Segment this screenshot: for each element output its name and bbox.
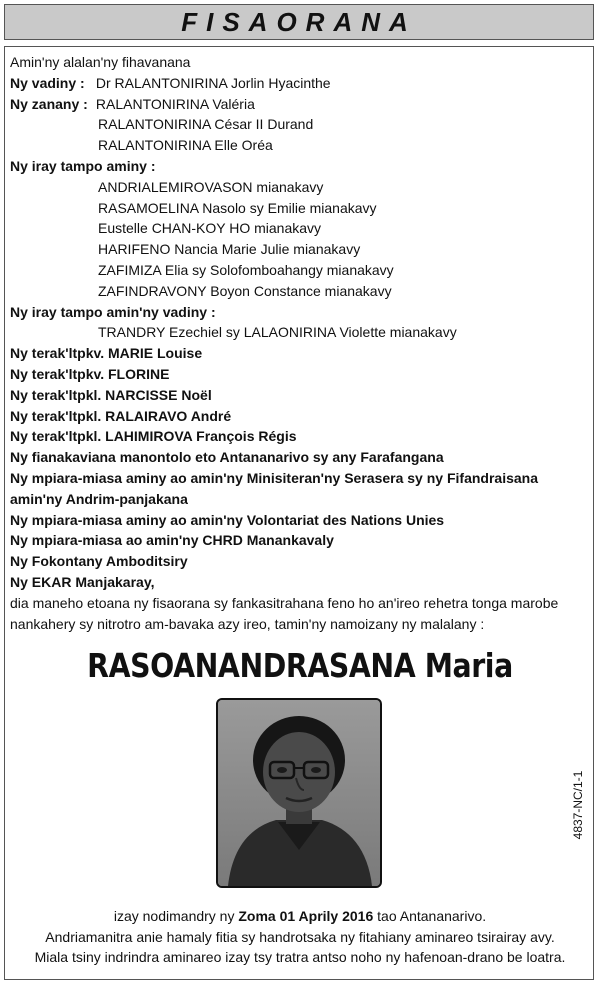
notice-body xyxy=(10,52,590,634)
family-line: Ny terak'ltpkv. FLORINE xyxy=(10,365,170,382)
tampo-name: HARIFENO Nancia Marie Julie mianakavy xyxy=(98,241,361,258)
family-line: Ny terak'ltpkl. RALAIRAVO André xyxy=(10,407,232,424)
footer-pre: izay nodimandry ny xyxy=(113,908,239,924)
family-line: Ny mpiara-miasa aminy ao amin'ny Volontariat des Nations Unies xyxy=(10,511,445,528)
deceased-name: RASOANANDRASANA Maria xyxy=(87,646,513,685)
footer-date: Zoma 01 Aprily 2016 xyxy=(238,908,374,924)
tampo-name: ANDRIALEMIROVASON mianakavy xyxy=(98,178,324,195)
vadiny-line xyxy=(10,73,590,94)
intro-line: Amin'ny alalan'ny fihavanana xyxy=(10,54,191,70)
family-line: Ny terak'ltpkl. NARCISSE Noël xyxy=(10,386,212,403)
vadiny-label: Ny vadiny : xyxy=(10,74,85,91)
zanany-name: RALANTONIRINA Valéria xyxy=(95,95,255,112)
zanany-label: Ny zanany : xyxy=(10,95,88,112)
tampo-name: ZAFINDRAVONY Boyon Constance mianakavy xyxy=(98,282,392,299)
zanany-line xyxy=(10,94,590,115)
family-line: Ny mpiara-miasa ao amin'ny CHRD Manankavaly xyxy=(10,532,334,549)
tampo-label: Ny iray tampo aminy : xyxy=(10,157,156,174)
portrait-illustration xyxy=(218,700,380,886)
vadiny-name: Dr RALANTONIRINA Jorlin Hyacinthe xyxy=(95,74,331,91)
family-line: Ny mpiara-miasa aminy ao amin'ny Minisiteran'ny Serasera sy ny Fifandraisana amin'ny Andrim-panjakana xyxy=(10,469,538,507)
zanany-name: RALANTONIRINA César II Durand xyxy=(98,116,314,133)
family-line: Ny fianakaviana manontolo eto Antananarivo sy any Farafangana xyxy=(10,449,444,466)
footer-post: tao Antananarivo. xyxy=(373,908,487,924)
family-line: Ny Fokontany Amboditsiry xyxy=(10,553,188,570)
footer-line-3: Miala tsiny indrindra aminareo izay tsy tratra antso noho ny hafenoan-drano be loatra. xyxy=(34,949,566,965)
header-banner xyxy=(4,4,594,40)
family-line: Ny terak'ltpkv. MARIE Louise xyxy=(10,345,203,362)
reference-code xyxy=(568,760,588,850)
portrait-photo xyxy=(216,698,382,888)
reference-text: 4837-NC/1-1 xyxy=(571,770,585,840)
header-title: FISAORANA xyxy=(181,6,417,37)
tampo-name: ZAFIMIZA Elia sy Solofomboahangy mianakavy xyxy=(98,261,394,278)
family-line: Ny terak'ltpkl. LAHIMIROVA François Régis xyxy=(10,428,297,445)
footer-line-1 xyxy=(6,906,594,927)
tampo-name: RASAMOELINA Nasolo sy Emilie mianakavy xyxy=(98,199,377,216)
tampo-vadiny-label: Ny iray tampo amin'ny vadiny : xyxy=(10,303,216,320)
tampo-vadiny-name: TRANDRY Ezechiel sy LALAONIRINA Violette mianakavy xyxy=(98,324,457,341)
zanany-name: RALANTONIRINA Elle Oréa xyxy=(98,137,273,154)
footer xyxy=(6,906,594,968)
footer-line-2: Andriamanitra anie hamaly fitia sy handrotsaka ny fitahiany aminareo tsirairay avy. xyxy=(45,928,555,945)
closing-text: dia maneho etoana ny fisaorana sy fankasitrahana feno ho an'ireo rehetra tonga marobe nankahery sy nitrotro am-bavaka azy ireo, tamin'ny namoizany ny malalany : xyxy=(10,594,559,632)
family-line: Ny EKAR Manjakaray, xyxy=(10,573,155,590)
tampo-name: Eustelle CHAN-KOY HO mianakavy xyxy=(98,220,322,237)
